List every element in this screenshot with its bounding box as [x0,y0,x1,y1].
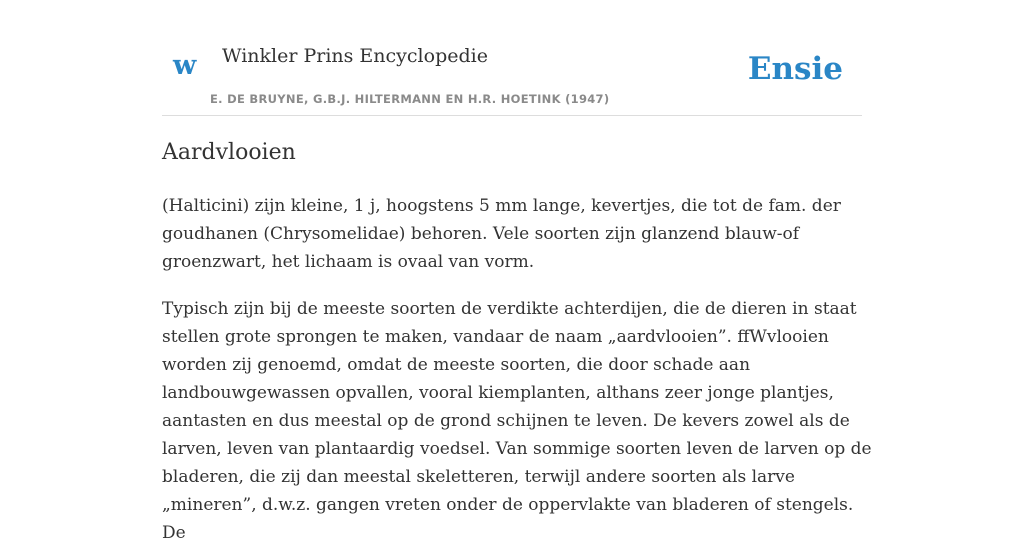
ensie-logo[interactable]: Ensie [747,51,843,87]
authors-line: E. DE BRUYNE, G.B.J. HILTERMANN EN H.R. HOETINK (1947) [210,92,610,106]
winkler-prins-logo[interactable]: w [173,50,197,81]
article-paragraph-1: (Halticini) zijn kleine, 1 j, hoogstens 5 mm lange, kevertjes, die tot de fam. der goudhanen (Chrysomelidae) behoren. Vele soorten zijn glanzend blauw-of groenzwart, het lichaam is ovaal van vorm. [162,196,841,272]
article-page [162,0,872,543]
article-paragraph-2: Typisch zijn bij de meeste soorten de verdikte achterdijen, die de dieren in staat stellen grote sprongen te maken, vandaar de naam „aardvlooien”. ffWvlooien worden zij genoemd, omdat de meeste soorten, die door schade aan landbouwgewassen opvallen, vooral kiemplanten, althans zeer jonge plantjes, aantasten en dus meestal op de grond schijnen te leven. De kevers zowel als de larven, leven van plantaardig voedsel. Van sommige soorten leven de larven op de bladeren, die zij dan meestal skeletteren, terwijl andere soorten als larve „mineren”, d.w.z. gangen vreten onder de oppervlakte van bladeren of stengels. De [162,299,872,543]
encyclopedia-title[interactable]: Winkler Prins Encyclopedie [222,45,488,67]
site-header [162,0,862,116]
article-title: Aardvlooien [162,140,296,165]
